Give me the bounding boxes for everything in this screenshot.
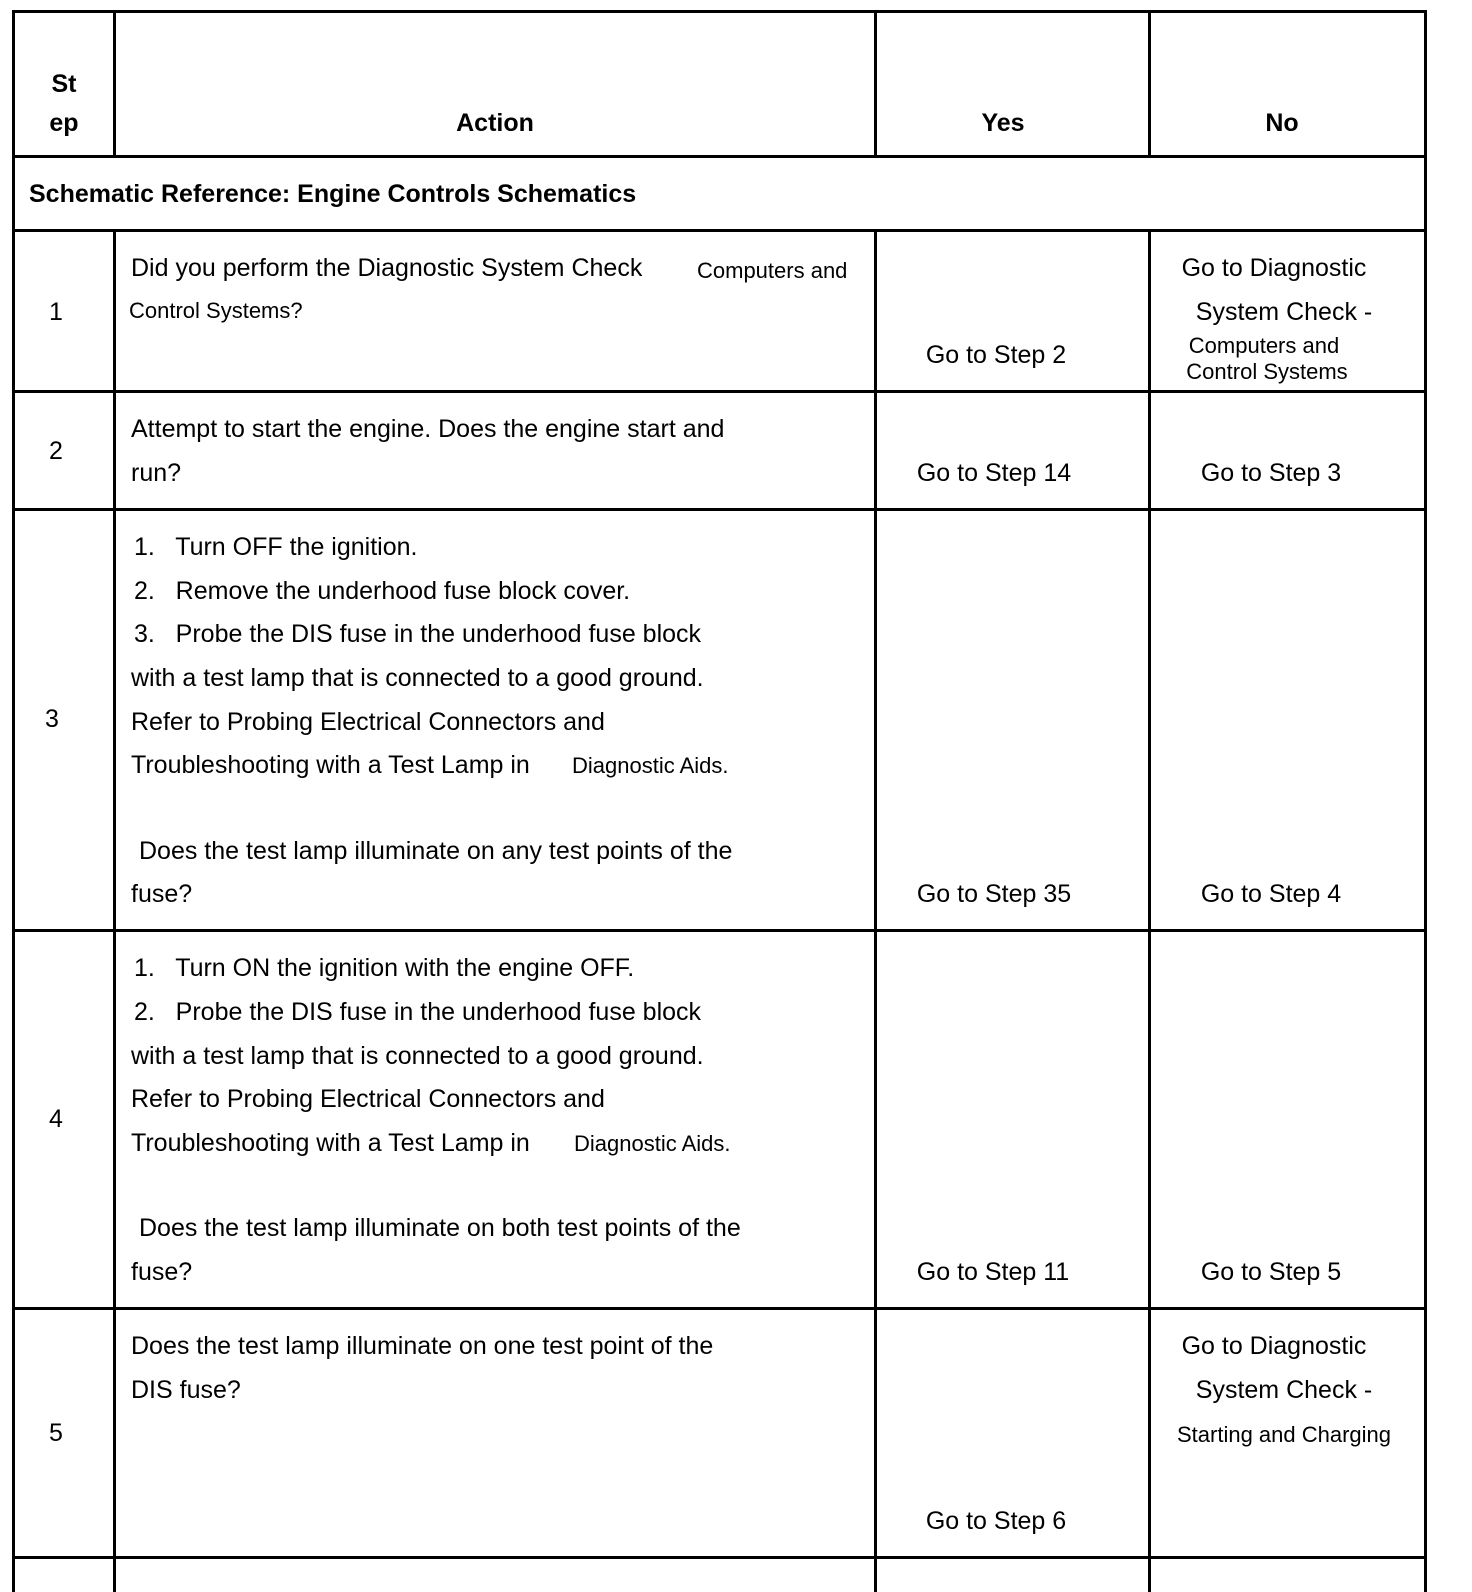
header-step-line2: ep	[49, 109, 79, 137]
header-no: No	[1265, 109, 1299, 137]
row-divider	[12, 929, 1427, 932]
action-line: Does the test lamp illuminate on both test points of the	[139, 1214, 741, 1242]
action-line: 1. Turn ON the ignition with the engine OFF.	[134, 954, 635, 982]
action-line: Troubleshooting with a Test Lamp in	[131, 1129, 530, 1157]
yes-result: Go to Step 14	[916, 459, 1072, 487]
table-border-left	[12, 10, 15, 1592]
no-result-line: Go to Diagnostic	[1181, 1332, 1367, 1360]
action-line: Refer to Probing Electrical Connectors and	[131, 708, 605, 736]
no-result-line: System Check -	[1195, 1376, 1373, 1404]
header-action: Action	[456, 109, 534, 137]
action-line: 2. Remove the underhood fuse block cover.	[134, 577, 631, 605]
no-result-line: Starting and Charging	[1176, 1422, 1392, 1447]
no-result: Go to Step 3	[1200, 459, 1342, 487]
action-line: Troubleshooting with a Test Lamp in	[131, 751, 530, 779]
row-divider	[12, 508, 1427, 511]
table-border-top	[12, 10, 1427, 13]
yes-result: Go to Step 11	[916, 1258, 1070, 1286]
header-step-line1: St	[51, 70, 77, 98]
action-line: with a test lamp that is connected to a good ground.	[131, 1042, 704, 1070]
schematic-reference: Schematic Reference: Engine Controls Schematics	[29, 180, 637, 208]
step-number: 2	[49, 437, 63, 465]
table-border-right	[1424, 10, 1427, 1592]
action-line: fuse?	[131, 880, 193, 908]
no-result: Go to Step 5	[1200, 1258, 1342, 1286]
action-line: Does the test lamp illuminate on one test point of the	[131, 1332, 714, 1360]
action-line: Computers and	[697, 258, 848, 283]
step-number: 5	[49, 1419, 63, 1447]
yes-result: Go to Step 6	[925, 1507, 1067, 1535]
action-line: Control Systems?	[129, 298, 303, 323]
header-yes: Yes	[981, 109, 1025, 137]
action-line: Attempt to start the engine. Does the engine start and	[131, 415, 725, 443]
no-result-line: Computers and	[1188, 333, 1340, 358]
action-line: Diagnostic Aids.	[572, 753, 729, 778]
step-number: 3	[45, 705, 59, 733]
action-line: Did you perform the Diagnostic System Check	[131, 254, 643, 282]
step-number: 4	[49, 1105, 63, 1133]
action-line: Refer to Probing Electrical Connectors and	[131, 1085, 605, 1113]
action-line: Diagnostic Aids.	[574, 1131, 731, 1156]
yes-result: Go to Step 35	[916, 880, 1072, 908]
row-divider	[12, 155, 1427, 158]
action-line: 1. Turn OFF the ignition.	[134, 533, 418, 561]
no-result-line: System Check -	[1195, 298, 1373, 326]
no-result: Go to Step 4	[1200, 880, 1342, 908]
row-divider	[12, 390, 1427, 393]
row-divider	[12, 1307, 1427, 1310]
column-divider-step	[113, 231, 116, 1592]
row-divider	[12, 1556, 1427, 1559]
action-line: 3. Probe the DIS fuse in the underhood fuse block	[134, 620, 702, 648]
action-line: run?	[131, 459, 182, 487]
action-line: Does the test lamp illuminate on any test points of the	[139, 837, 733, 865]
action-line: with a test lamp that is connected to a good ground.	[131, 664, 704, 692]
no-result-line: Control Systems	[1186, 359, 1348, 384]
no-result-line: Go to Diagnostic	[1181, 254, 1367, 282]
action-line: fuse?	[131, 1258, 193, 1286]
row-divider	[12, 229, 1427, 232]
yes-result: Go to Step 2	[925, 341, 1067, 369]
action-line: 2. Probe the DIS fuse in the underhood fuse block	[134, 998, 702, 1026]
step-number: 1	[49, 298, 63, 326]
action-line: DIS fuse?	[131, 1376, 241, 1404]
